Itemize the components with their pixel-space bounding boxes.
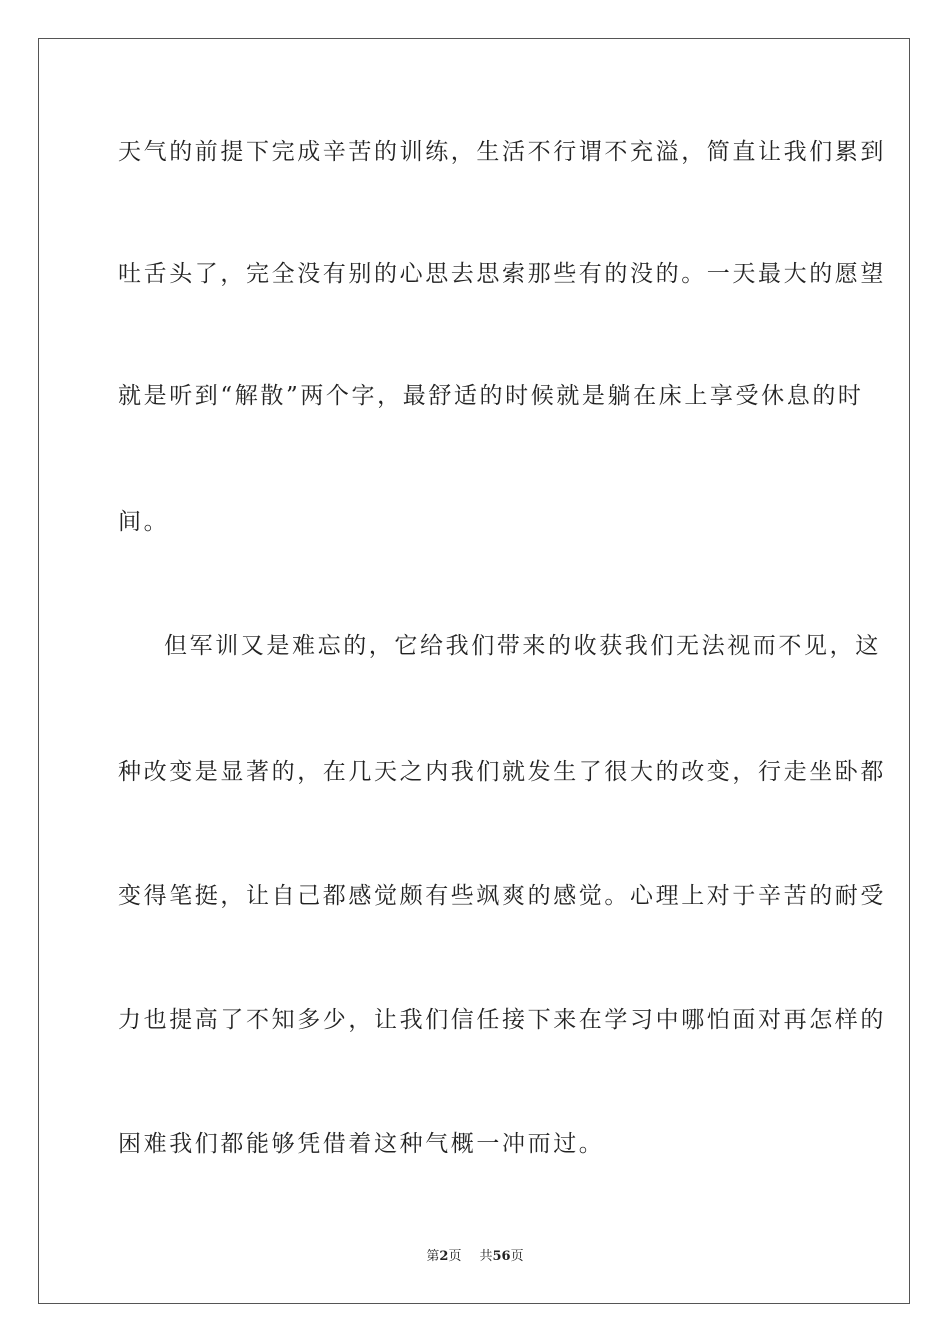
paragraph-1-line-1: 天气的前提下完成辛苦的训练，生活不行谓不充溢，简直让我们累到 — [118, 139, 886, 165]
total-suffix: 页 — [510, 1249, 524, 1264]
page-footer — [0, 1245, 950, 1264]
page-suffix: 页 — [448, 1249, 462, 1264]
paragraph-1-line-4: 间。 — [118, 509, 170, 535]
paragraph-2-line-2: 种改变是显著的，在几天之内我们就发生了很大的改变，行走坐卧都 — [118, 759, 886, 785]
paragraph-1-line-2: 吐舌头了，完全没有别的心思去思索那些有的没的。一天最大的愿望 — [118, 261, 886, 287]
paragraph-2-line-5: 困难我们都能够凭借着这种气概一冲而过。 — [118, 1131, 605, 1157]
page-prefix: 第 — [426, 1249, 440, 1264]
page-number: 2 — [439, 1249, 449, 1264]
page-border — [38, 38, 910, 1304]
paragraph-1-line-3: 就是听到“解散”两个字，最舒适的时候就是躺在床上享受休息的时 — [118, 383, 864, 409]
paragraph-2-line-1: 但军训又是难忘的，它给我们带来的收获我们无法视而不见，这 — [164, 633, 881, 659]
total-prefix: 共 — [479, 1249, 493, 1264]
paragraph-2-line-3: 变得笔挺，让自己都感觉颇有些飒爽的感觉。心理上对于辛苦的耐受 — [118, 883, 886, 909]
total-pages: 56 — [492, 1249, 511, 1264]
paragraph-2-line-4: 力也提高了不知多少，让我们信任接下来在学习中哪怕面对再怎样的 — [118, 1007, 886, 1033]
